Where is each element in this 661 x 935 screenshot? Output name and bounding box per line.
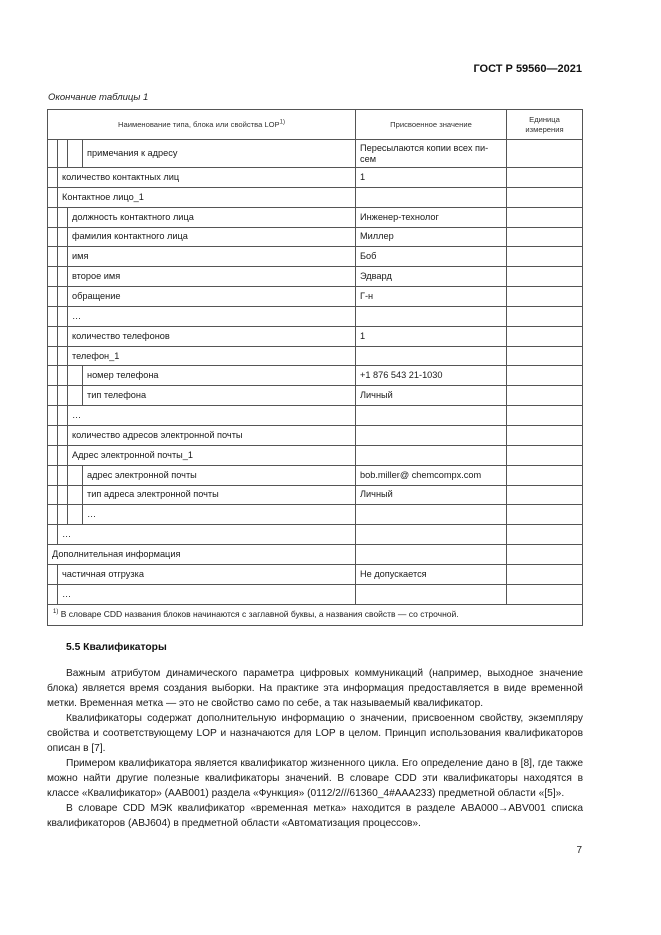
properties-table bbox=[47, 109, 583, 626]
table-row bbox=[48, 326, 583, 346]
indent-cell bbox=[48, 187, 58, 207]
indent-cell bbox=[58, 267, 68, 287]
indent-cell bbox=[48, 584, 58, 604]
header-value-cell: Присвоенное значение bbox=[356, 110, 507, 140]
property-name-cell: примечания к адресу bbox=[83, 140, 356, 168]
unit-cell bbox=[507, 346, 583, 366]
assigned-value-cell: Г-н bbox=[356, 287, 507, 307]
indent-cell bbox=[48, 366, 58, 386]
table-row bbox=[48, 525, 583, 545]
table-row bbox=[48, 207, 583, 227]
page-number: 7 bbox=[576, 845, 582, 856]
assigned-value-cell: Миллер bbox=[356, 227, 507, 247]
assigned-value-cell bbox=[356, 525, 507, 545]
table-row bbox=[48, 287, 583, 307]
indent-cell bbox=[58, 386, 68, 406]
paragraph: Важным атрибутом динамического параметра цифровых коммуникаций (например, выходное значение блока) является время создания выборки. На практике эта информация предоставляется в виде временной метки. Временная метка — это не свойство само по себе, а так называемый квалификатор. bbox=[47, 668, 583, 709]
indent-cell bbox=[48, 267, 58, 287]
indent-cell bbox=[68, 386, 83, 406]
indent-cell bbox=[58, 465, 68, 485]
table-row bbox=[48, 227, 583, 247]
assigned-value-cell: Пересылаются копии всех пи-сем bbox=[356, 140, 507, 168]
table-row bbox=[48, 346, 583, 366]
property-name-cell: второе имя bbox=[68, 267, 356, 287]
unit-cell bbox=[507, 247, 583, 267]
unit-cell bbox=[507, 406, 583, 426]
indent-cell bbox=[48, 425, 58, 445]
table-row bbox=[48, 406, 583, 426]
assigned-value-cell bbox=[356, 445, 507, 465]
indent-cell bbox=[48, 445, 58, 465]
indent-cell bbox=[48, 485, 58, 505]
header-footnote-mark: 1) bbox=[279, 119, 285, 126]
property-name-cell: тип адреса электронной почты bbox=[83, 485, 356, 505]
unit-cell bbox=[507, 485, 583, 505]
unit-cell bbox=[507, 525, 583, 545]
table-footnote-row bbox=[48, 604, 583, 625]
assigned-value-cell: Личный bbox=[356, 386, 507, 406]
indent-cell bbox=[58, 406, 68, 426]
unit-cell bbox=[507, 168, 583, 188]
assigned-value-cell bbox=[356, 545, 507, 565]
unit-cell bbox=[507, 187, 583, 207]
property-name-cell: количество адресов электронной почты bbox=[68, 425, 356, 445]
indent-cell bbox=[68, 465, 83, 485]
paragraph: Квалификаторы содержат дополнительную информацию о значении, присвоенном свойству, экземпляру свойства и соответствующему LOP и назначаются для LOP в целом. Принцип использования квалификаторов описан в [7]. bbox=[47, 713, 583, 754]
table-footnote bbox=[48, 604, 583, 625]
header-name-cell bbox=[48, 110, 356, 140]
property-name-cell: Адрес электронной почты_1 bbox=[68, 445, 356, 465]
unit-cell bbox=[507, 267, 583, 287]
assigned-value-cell: Боб bbox=[356, 247, 507, 267]
assigned-value-cell bbox=[356, 505, 507, 525]
assigned-value-cell: 1 bbox=[356, 326, 507, 346]
property-name-cell: телефон_1 bbox=[68, 346, 356, 366]
indent-cell bbox=[58, 425, 68, 445]
indent-cell bbox=[48, 346, 58, 366]
assigned-value-cell bbox=[356, 406, 507, 426]
assigned-value-cell bbox=[356, 584, 507, 604]
indent-cell bbox=[48, 306, 58, 326]
unit-cell bbox=[507, 140, 583, 168]
unit-cell bbox=[507, 306, 583, 326]
assigned-value-cell: Не допускается bbox=[356, 564, 507, 584]
property-name-cell: Контактное лицо_1 bbox=[58, 187, 356, 207]
table-row bbox=[48, 425, 583, 445]
property-name-cell: количество контактных лиц bbox=[58, 168, 356, 188]
assigned-value-cell: bob.miller@ chemcompx.com bbox=[356, 465, 507, 485]
assigned-value-cell: +1 876 543 21-1030 bbox=[356, 366, 507, 386]
indent-cell bbox=[58, 140, 68, 168]
indent-cell bbox=[48, 227, 58, 247]
indent-cell bbox=[68, 140, 83, 168]
unit-cell bbox=[507, 227, 583, 247]
assigned-value-cell bbox=[356, 187, 507, 207]
indent-cell bbox=[48, 386, 58, 406]
assigned-value-cell bbox=[356, 346, 507, 366]
indent-cell bbox=[58, 247, 68, 267]
header-unit-cell: Единица измерения bbox=[507, 110, 583, 140]
property-name-cell: имя bbox=[68, 247, 356, 267]
table-row bbox=[48, 445, 583, 465]
property-name-cell: … bbox=[68, 406, 356, 426]
unit-cell bbox=[507, 584, 583, 604]
paragraph: Примером квалификатора является квалификатор жизненного цикла. Его определение дано в [8], где также можно найти другие полезные квалификаторы значений. В словаре CDD эти квалификаторы находятся в классе «Квалификатор» (AAB001) раздела «Функция» (0112/2///61360_4#AAA233) предметной области «[5]». bbox=[47, 758, 583, 799]
header-name-label: Наименование типа, блока или свойства LOP bbox=[118, 120, 280, 129]
table-row bbox=[48, 485, 583, 505]
section-body bbox=[47, 666, 583, 831]
assigned-value-cell bbox=[356, 306, 507, 326]
indent-cell bbox=[48, 207, 58, 227]
indent-cell bbox=[68, 505, 83, 525]
assigned-value-cell bbox=[356, 425, 507, 445]
indent-cell bbox=[68, 485, 83, 505]
footnote-mark: 1) bbox=[53, 609, 59, 616]
indent-cell bbox=[68, 366, 83, 386]
indent-cell bbox=[48, 406, 58, 426]
table-row bbox=[48, 267, 583, 287]
indent-cell bbox=[48, 465, 58, 485]
property-name-cell: Дополнительная информация bbox=[48, 545, 356, 565]
unit-cell bbox=[507, 386, 583, 406]
property-name-cell: тип телефона bbox=[83, 386, 356, 406]
indent-cell bbox=[58, 287, 68, 307]
property-name-cell: обращение bbox=[68, 287, 356, 307]
unit-cell bbox=[507, 425, 583, 445]
indent-cell bbox=[58, 326, 68, 346]
table-row bbox=[48, 564, 583, 584]
property-name-cell: адрес электронной почты bbox=[83, 465, 356, 485]
indent-cell bbox=[58, 485, 68, 505]
property-name-cell: должность контактного лица bbox=[68, 207, 356, 227]
indent-cell bbox=[58, 346, 68, 366]
indent-cell bbox=[48, 525, 58, 545]
table-row bbox=[48, 247, 583, 267]
property-name-cell: … bbox=[58, 584, 356, 604]
indent-cell bbox=[48, 247, 58, 267]
table-row bbox=[48, 187, 583, 207]
table-row bbox=[48, 465, 583, 485]
table-row bbox=[48, 505, 583, 525]
assigned-value-cell: Инженер-технолог bbox=[356, 207, 507, 227]
table-caption: Окончание таблицы 1 bbox=[48, 92, 149, 103]
indent-cell bbox=[58, 445, 68, 465]
indent-cell bbox=[48, 505, 58, 525]
property-name-cell: … bbox=[58, 525, 356, 545]
table-row bbox=[48, 140, 583, 168]
indent-cell bbox=[48, 564, 58, 584]
property-name-cell: фамилия контактного лица bbox=[68, 227, 356, 247]
property-name-cell: частичная отгрузка bbox=[58, 564, 356, 584]
property-name-cell: … bbox=[68, 306, 356, 326]
table-row bbox=[48, 306, 583, 326]
table-row bbox=[48, 168, 583, 188]
property-name-cell: … bbox=[83, 505, 356, 525]
unit-cell bbox=[507, 564, 583, 584]
table-row bbox=[48, 386, 583, 406]
assigned-value-cell: Эдвард bbox=[356, 267, 507, 287]
indent-cell bbox=[48, 140, 58, 168]
indent-cell bbox=[58, 207, 68, 227]
unit-cell bbox=[507, 445, 583, 465]
indent-cell bbox=[48, 168, 58, 188]
table-row bbox=[48, 545, 583, 565]
property-name-cell: номер телефона bbox=[83, 366, 356, 386]
indent-cell bbox=[48, 287, 58, 307]
document-code: ГОСТ Р 59560—2021 bbox=[473, 63, 582, 75]
table-header-row bbox=[48, 110, 583, 140]
section-title: 5.5 Квалификаторы bbox=[66, 642, 167, 653]
unit-cell bbox=[507, 326, 583, 346]
paragraph: В словаре CDD МЭК квалификатор «временная метка» находится в разделе ABA000→ABV001 списка квалификаторов (ABJ604) в предметной области «Автоматизация процессов». bbox=[47, 803, 583, 829]
property-name-cell: количество телефонов bbox=[68, 326, 356, 346]
indent-cell bbox=[58, 306, 68, 326]
table-row bbox=[48, 366, 583, 386]
table-row bbox=[48, 584, 583, 604]
unit-cell bbox=[507, 545, 583, 565]
unit-cell bbox=[507, 465, 583, 485]
unit-cell bbox=[507, 505, 583, 525]
indent-cell bbox=[48, 326, 58, 346]
unit-cell bbox=[507, 287, 583, 307]
indent-cell bbox=[58, 366, 68, 386]
indent-cell bbox=[58, 227, 68, 247]
unit-cell bbox=[507, 207, 583, 227]
indent-cell bbox=[58, 505, 68, 525]
assigned-value-cell: Личный bbox=[356, 485, 507, 505]
footnote-text: В словаре CDD названия блоков начинаются с заглавной буквы, а названия свойств — со строчной. bbox=[60, 609, 459, 620]
unit-cell bbox=[507, 366, 583, 386]
assigned-value-cell: 1 bbox=[356, 168, 507, 188]
